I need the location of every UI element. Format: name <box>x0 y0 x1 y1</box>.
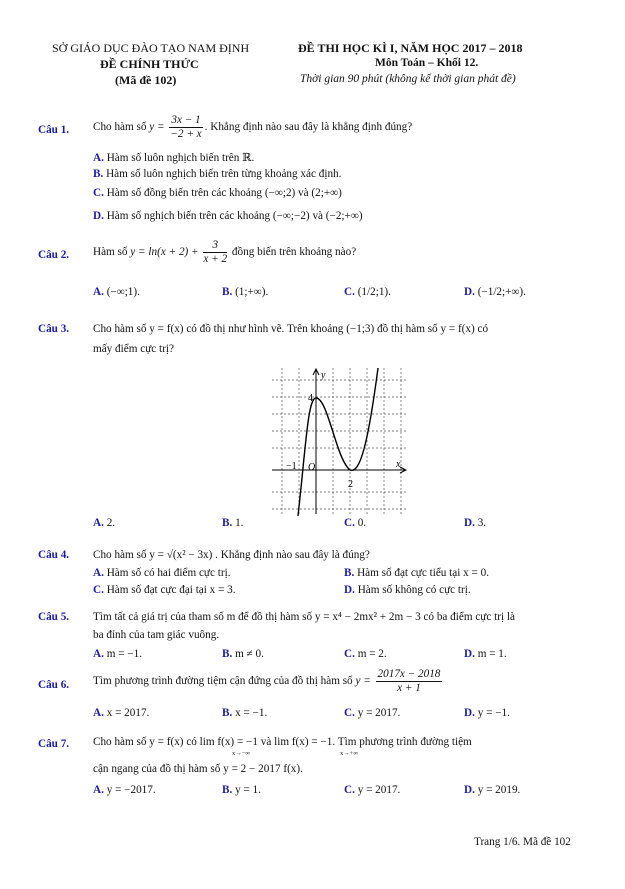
q4-option-a[interactable]: A. Hàm số có hai điểm cực trị. <box>93 567 231 579</box>
question-1-label: Câu 1. <box>38 124 70 136</box>
q3-grid <box>272 368 406 514</box>
question-3-stem-line1: Cho hàm số y = f(x) có đồ thị như hình vẽ. Trên khoảng (−1;3) đồ thị hàm số y = f(x) có <box>93 323 489 335</box>
q7-option-a[interactable]: A. y = −2017. <box>93 784 156 796</box>
q1-option-c[interactable]: C. Hàm số đồng biến trên các khoảng (−∞;2) và (2;+∞) <box>93 187 342 199</box>
q2-stem-post: đồng biến trên khoảng nào? <box>231 246 357 259</box>
question-1-stem <box>93 114 412 141</box>
q2-stem-math: y = ln(x + 2) + <box>130 246 199 259</box>
question-7-label: Câu 7. <box>38 738 70 750</box>
q6-option-c[interactable]: C. y = 2017. <box>344 707 401 719</box>
q7-option-b[interactable]: B. y = 1. <box>222 784 261 796</box>
q7-option-d[interactable]: D. y = 2019. <box>464 784 521 796</box>
time-limit: Thời gian 90 phút (không kể thời gian phát đề) <box>300 73 516 85</box>
q6-option-d[interactable]: D. y = −1. <box>464 707 510 719</box>
q1-stem-math: y = <box>149 121 165 134</box>
q3-curve <box>298 368 378 516</box>
question-5-stem-line2: ba đỉnh của tam giác vuông. <box>93 629 220 641</box>
q7-option-c[interactable]: C. y = 2017. <box>344 784 401 796</box>
q6-option-a[interactable]: A. x = 2017. <box>93 707 150 719</box>
subject: Môn Toán – Khối 12. <box>375 57 479 69</box>
question-5-stem-line1: Tìm tất cả giá trị của tham số m để đồ thị hàm số y = x⁴ − 2mx² + 2m − 3 có ba điểm cực trị là <box>93 611 515 623</box>
question-7-stem-line2: cận ngang của đồ thị hàm số y = 2 − 2017 f(x). <box>93 763 303 775</box>
question-2-label: Câu 2. <box>38 249 70 261</box>
q6-option-b[interactable]: B. x = −1. <box>222 707 268 719</box>
q5-option-a[interactable]: A. m = −1. <box>93 648 142 660</box>
q2-option-b[interactable]: B. (1;+∞). <box>222 286 269 298</box>
q4-option-c[interactable]: C. Hàm số đạt cực đại tại x = 3. <box>93 584 236 596</box>
page-footer: Trang 1/6. Mã đề 102 <box>474 836 571 848</box>
q4-option-b[interactable]: B. Hàm số đạt cực tiểu tại x = 0. <box>344 567 490 579</box>
question-5-label: Câu 5. <box>38 611 70 623</box>
question-3-label: Câu 3. <box>38 323 70 335</box>
q7-limit-sub-2: x→+∞ <box>340 750 359 757</box>
q1-option-a[interactable]: A. Hàm số luôn nghịch biến trên ℝ. <box>93 152 255 164</box>
q3-tick-minus1: −1 <box>286 461 297 472</box>
q5-option-c[interactable]: C. m = 2. <box>344 648 387 660</box>
q3-option-d[interactable]: D. 3. <box>464 517 487 529</box>
q1-fraction: $\frac{3x - 1}{-2 + x}$ <box>170 114 202 140</box>
q6-fraction: $\frac{2017x - 2018}{x + 1}$ <box>377 668 441 694</box>
question-4-stem: Cho hàm số y = √(x² − 3x) . Khẳng định nào sau đây là đúng? <box>93 549 370 561</box>
q5-option-d[interactable]: D. m = 1. <box>464 648 507 660</box>
q2-fraction: $\frac{3}{x + 2}$ <box>203 239 228 265</box>
q2-option-d[interactable]: D. (−1/2;+∞). <box>464 286 526 298</box>
exam-title: ĐỀ THI HỌC KÌ I, NĂM HỌC 2017 – 2018 <box>298 41 523 55</box>
q3-y-axis-label: y <box>321 370 326 381</box>
q6-stem-math: y = <box>355 675 371 688</box>
q3-option-b[interactable]: B. 1. <box>222 517 244 529</box>
question-7-stem-line1: Cho hàm số y = f(x) có lim f(x) = −1 và lim f(x) = −1. Tìm phương trình đường tiệm <box>93 736 472 748</box>
question-3-stem-line2: mấy điểm cực trị? <box>93 343 174 355</box>
q3-option-a[interactable]: A. 2. <box>93 517 116 529</box>
q2-option-c[interactable]: C. (1/2;1). <box>344 286 391 298</box>
question-6-label: Câu 6. <box>38 679 70 691</box>
q3-x-axis-label: x <box>396 459 401 470</box>
q3-origin-label: O <box>308 462 316 473</box>
q3-tick-2: 2 <box>348 479 353 490</box>
q1-stem-pre: Cho hàm số <box>93 121 147 134</box>
question-6-stem <box>93 668 444 695</box>
q5-option-b[interactable]: B. m ≠ 0. <box>222 648 264 660</box>
school-name: SỞ GIÁO DỤC ĐÀO TẠO NAM ĐỊNH <box>52 41 250 55</box>
q1-option-b[interactable]: B. Hàm số luôn nghịch biến trên từng khoảng xác định. <box>93 168 342 180</box>
exam-code: (Mã đề 102) <box>115 73 177 87</box>
q3-option-c[interactable]: C. 0. <box>344 517 367 529</box>
q1-option-d[interactable]: D. Hàm số nghịch biến trên các khoảng (−∞;−2) và (−2;+∞) <box>93 210 363 222</box>
q1-stem-post: . Khẳng định nào sau đây là khẳng định đúng? <box>204 121 413 134</box>
q6-stem-pre: Tìm phương trình đường tiệm cận đứng của đồ thị hàm số <box>93 675 353 688</box>
q3-function-graph <box>268 364 410 516</box>
question-4-label: Câu 4. <box>38 549 70 561</box>
q2-stem-pre: Hàm số <box>93 246 128 259</box>
official-label: ĐỀ CHÍNH THỨC <box>100 57 199 71</box>
q4-option-d[interactable]: D. Hàm số không có cực trị. <box>344 584 471 596</box>
q7-limit-sub-1: x→−∞ <box>232 750 251 757</box>
q2-option-a[interactable]: A. (−∞;1). <box>93 286 140 298</box>
question-2-stem <box>93 239 356 266</box>
q3-tick-4: 4 <box>308 393 313 404</box>
